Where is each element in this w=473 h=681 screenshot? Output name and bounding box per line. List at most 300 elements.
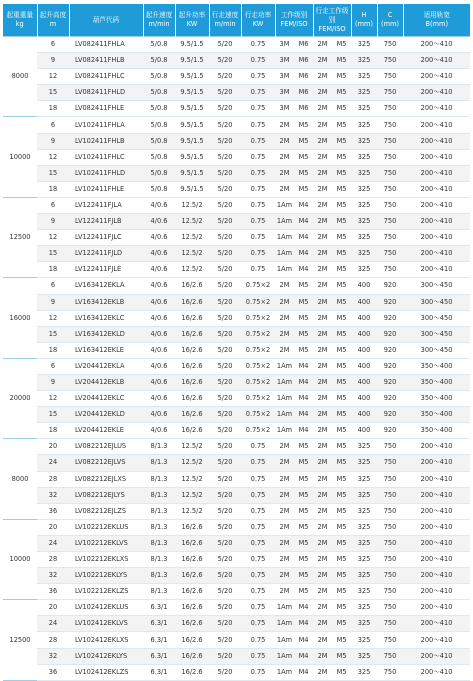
- c-dimension-cell: 920: [377, 294, 403, 310]
- table-row: [3, 519, 470, 535]
- duty-class-cell: 3M: [275, 53, 294, 69]
- travel-duty-class-cell: 2M: [313, 181, 332, 197]
- duty-class-cell: 2M: [275, 133, 294, 149]
- duty-iso-cell: M5: [294, 342, 313, 358]
- travel-duty-iso-cell: M5: [332, 600, 351, 616]
- lift-power-cell: 16/2.6: [175, 584, 209, 600]
- travel-duty-class-cell: 2M: [313, 117, 332, 133]
- table-row: [3, 230, 470, 246]
- duty-iso-cell: M5: [294, 117, 313, 133]
- model-cell: LV082411FHLC: [69, 69, 143, 85]
- duty-iso-cell: M5: [294, 149, 313, 165]
- travel-speed-cell: 5/20: [209, 374, 241, 390]
- lift-power-cell: 16/2.6: [175, 342, 209, 358]
- lift-height-cell: 18: [37, 181, 69, 197]
- c-dimension-cell: 750: [377, 262, 403, 278]
- rail-width-cell: 200～410: [403, 214, 470, 230]
- h-dimension-cell: 400: [351, 358, 377, 374]
- lift-height-cell: 15: [37, 326, 69, 342]
- model-cell: LV122411FJLD: [69, 246, 143, 262]
- travel-duty-iso-cell: M5: [332, 584, 351, 600]
- lift-height-cell: 6: [37, 358, 69, 374]
- lift-height-cell: 20: [37, 519, 69, 535]
- travel-duty-class-cell: 2M: [313, 616, 332, 632]
- h-dimension-cell: 400: [351, 391, 377, 407]
- lift-height-cell: 18: [37, 101, 69, 117]
- c-dimension-cell: 750: [377, 632, 403, 648]
- travel-duty-class-cell: 2M: [313, 535, 332, 551]
- travel-duty-iso-cell: M5: [332, 535, 351, 551]
- h-dimension-cell: 325: [351, 117, 377, 133]
- lift-power-cell: 9.5/1.5: [175, 53, 209, 69]
- lift-power-cell: 9.5/1.5: [175, 165, 209, 181]
- duty-iso-cell: M5: [294, 439, 313, 455]
- duty-iso-cell: M4: [294, 197, 313, 213]
- lift-speed-cell: 4/0.6: [143, 230, 175, 246]
- lift-speed-cell: 4/0.6: [143, 246, 175, 262]
- lift-height-cell: 9: [37, 294, 69, 310]
- travel-speed-cell: 5/20: [209, 568, 241, 584]
- table-row: [3, 197, 470, 213]
- hoist-spec-table: [3, 4, 470, 681]
- duty-class-cell: 1Am: [275, 262, 294, 278]
- header-rail-width: 适用轨宽 B(mm): [403, 4, 470, 37]
- travel-duty-class-cell: 2M: [313, 632, 332, 648]
- model-cell: LV204412EKLD: [69, 407, 143, 423]
- table-row: [3, 117, 470, 133]
- h-dimension-cell: 325: [351, 69, 377, 85]
- table-row: [3, 471, 470, 487]
- h-dimension-cell: 325: [351, 616, 377, 632]
- model-cell: LV102411FHLE: [69, 181, 143, 197]
- model-cell: LV102212EKLXS: [69, 552, 143, 568]
- travel-power-cell: 0.75: [241, 37, 275, 53]
- lift-speed-cell: 8/1.3: [143, 503, 175, 519]
- duty-iso-cell: M4: [294, 391, 313, 407]
- lift-speed-cell: 5/0.8: [143, 181, 175, 197]
- table-row: [3, 487, 470, 503]
- lift-speed-cell: 8/1.3: [143, 471, 175, 487]
- travel-speed-cell: 5/20: [209, 391, 241, 407]
- travel-duty-class-cell: 2M: [313, 310, 332, 326]
- travel-duty-class-cell: 2M: [313, 230, 332, 246]
- travel-speed-cell: 5/20: [209, 214, 241, 230]
- lift-speed-cell: 5/0.8: [143, 37, 175, 53]
- travel-duty-class-cell: 2M: [313, 85, 332, 101]
- lift-height-cell: 9: [37, 214, 69, 230]
- travel-duty-iso-cell: M5: [332, 358, 351, 374]
- lift-height-cell: 6: [37, 117, 69, 133]
- lift-height-cell: 9: [37, 133, 69, 149]
- lift-height-cell: 15: [37, 165, 69, 181]
- table-row: [3, 214, 470, 230]
- duty-class-cell: 2M: [275, 535, 294, 551]
- h-dimension-cell: 400: [351, 310, 377, 326]
- rail-width-cell: 200～410: [403, 101, 470, 117]
- c-dimension-cell: 750: [377, 53, 403, 69]
- lift-speed-cell: 5/0.8: [143, 53, 175, 69]
- h-dimension-cell: 325: [351, 535, 377, 551]
- duty-class-cell: 2M: [275, 487, 294, 503]
- c-dimension-cell: 750: [377, 117, 403, 133]
- table-row: [3, 101, 470, 117]
- c-dimension-cell: 920: [377, 326, 403, 342]
- travel-power-cell: 0.75: [241, 149, 275, 165]
- lift-power-cell: 9.5/1.5: [175, 149, 209, 165]
- model-cell: LV102412EKLZS: [69, 664, 143, 680]
- travel-power-cell: 0.75: [241, 69, 275, 85]
- travel-duty-iso-cell: M5: [332, 230, 351, 246]
- c-dimension-cell: 920: [377, 423, 403, 439]
- travel-duty-iso-cell: M5: [332, 568, 351, 584]
- h-dimension-cell: 325: [351, 165, 377, 181]
- h-dimension-cell: 325: [351, 181, 377, 197]
- duty-iso-cell: M5: [294, 519, 313, 535]
- h-dimension-cell: 325: [351, 246, 377, 262]
- travel-power-cell: 0.75: [241, 664, 275, 680]
- travel-duty-class-cell: 2M: [313, 214, 332, 230]
- travel-speed-cell: 5/20: [209, 133, 241, 149]
- h-dimension-cell: 400: [351, 423, 377, 439]
- lift-power-cell: 9.5/1.5: [175, 117, 209, 133]
- h-dimension-cell: 325: [351, 519, 377, 535]
- table-row: [3, 326, 470, 342]
- table-row: [3, 584, 470, 600]
- lift-speed-cell: 8/1.3: [143, 535, 175, 551]
- rail-width-cell: 200～410: [403, 503, 470, 519]
- travel-speed-cell: 5/20: [209, 262, 241, 278]
- travel-power-cell: 0.75×2: [241, 278, 275, 294]
- travel-power-cell: 0.75: [241, 616, 275, 632]
- lift-height-cell: 20: [37, 600, 69, 616]
- lift-height-cell: 9: [37, 53, 69, 69]
- travel-duty-iso-cell: M5: [332, 165, 351, 181]
- travel-speed-cell: 5/20: [209, 519, 241, 535]
- c-dimension-cell: 750: [377, 133, 403, 149]
- duty-class-cell: 2M: [275, 568, 294, 584]
- travel-duty-class-cell: 2M: [313, 133, 332, 149]
- table-row: [3, 439, 470, 455]
- travel-speed-cell: 5/20: [209, 535, 241, 551]
- c-dimension-cell: 750: [377, 616, 403, 632]
- table-row: [3, 69, 470, 85]
- lift-power-cell: 12.5/2: [175, 471, 209, 487]
- travel-duty-iso-cell: M5: [332, 391, 351, 407]
- travel-duty-iso-cell: M5: [332, 69, 351, 85]
- travel-duty-class-cell: 2M: [313, 342, 332, 358]
- table-row: [3, 503, 470, 519]
- duty-class-cell: 2M: [275, 503, 294, 519]
- model-cell: LV102412EKLXS: [69, 632, 143, 648]
- lift-power-cell: 12.5/2: [175, 487, 209, 503]
- travel-duty-class-cell: 2M: [313, 197, 332, 213]
- duty-iso-cell: M6: [294, 85, 313, 101]
- h-dimension-cell: 400: [351, 342, 377, 358]
- duty-class-cell: 1Am: [275, 230, 294, 246]
- header-lift-height: 起升高度 m: [37, 4, 69, 37]
- travel-duty-iso-cell: M5: [332, 278, 351, 294]
- travel-duty-class-cell: 2M: [313, 439, 332, 455]
- lift-power-cell: 12.5/2: [175, 230, 209, 246]
- model-cell: LV204412EKLC: [69, 391, 143, 407]
- duty-class-cell: 1Am: [275, 648, 294, 664]
- model-cell: LV204412EKLE: [69, 423, 143, 439]
- travel-duty-iso-cell: M5: [332, 471, 351, 487]
- rail-width-cell: 200～410: [403, 53, 470, 69]
- travel-duty-iso-cell: M5: [332, 53, 351, 69]
- travel-duty-class-cell: 2M: [313, 165, 332, 181]
- rail-width-cell: 200～410: [403, 117, 470, 133]
- lift-height-cell: 6: [37, 278, 69, 294]
- duty-class-cell: 2M: [275, 326, 294, 342]
- duty-iso-cell: M5: [294, 326, 313, 342]
- travel-power-cell: 0.75: [241, 568, 275, 584]
- lift-height-cell: 6: [37, 197, 69, 213]
- table-row: [3, 310, 470, 326]
- table-row: [3, 552, 470, 568]
- duty-iso-cell: M4: [294, 407, 313, 423]
- lift-power-cell: 16/2.6: [175, 358, 209, 374]
- travel-speed-cell: 5/20: [209, 439, 241, 455]
- duty-iso-cell: M4: [294, 632, 313, 648]
- model-cell: LV102212EKLYS: [69, 568, 143, 584]
- duty-iso-cell: M5: [294, 310, 313, 326]
- h-dimension-cell: 325: [351, 133, 377, 149]
- lift-speed-cell: 8/1.3: [143, 439, 175, 455]
- rail-width-cell: 200～410: [403, 262, 470, 278]
- lift-power-cell: 9.5/1.5: [175, 133, 209, 149]
- rail-width-cell: 200～410: [403, 600, 470, 616]
- travel-speed-cell: 5/20: [209, 503, 241, 519]
- travel-duty-iso-cell: M5: [332, 632, 351, 648]
- travel-power-cell: 0.75: [241, 648, 275, 664]
- h-dimension-cell: 325: [351, 648, 377, 664]
- header-load: 起重重量 kg: [3, 4, 37, 37]
- lift-speed-cell: 8/1.3: [143, 584, 175, 600]
- load-cell: 8000: [3, 37, 37, 117]
- rail-width-cell: 200～410: [403, 149, 470, 165]
- c-dimension-cell: 920: [377, 374, 403, 390]
- h-dimension-cell: 325: [351, 262, 377, 278]
- c-dimension-cell: 920: [377, 358, 403, 374]
- travel-duty-class-cell: 2M: [313, 407, 332, 423]
- rail-width-cell: 200～410: [403, 519, 470, 535]
- travel-duty-iso-cell: M5: [332, 439, 351, 455]
- c-dimension-cell: 750: [377, 455, 403, 471]
- travel-duty-class-cell: 2M: [313, 37, 332, 53]
- model-cell: LV082212EJLXS: [69, 471, 143, 487]
- h-dimension-cell: 400: [351, 326, 377, 342]
- c-dimension-cell: 750: [377, 648, 403, 664]
- model-cell: LV122411FJLA: [69, 197, 143, 213]
- travel-duty-iso-cell: M5: [332, 407, 351, 423]
- duty-iso-cell: M5: [294, 552, 313, 568]
- header-model: 葫芦代码: [69, 4, 143, 37]
- lift-speed-cell: 6.3/1: [143, 648, 175, 664]
- table-row: [3, 246, 470, 262]
- lift-height-cell: 32: [37, 568, 69, 584]
- lift-power-cell: 16/2.6: [175, 535, 209, 551]
- h-dimension-cell: 325: [351, 37, 377, 53]
- travel-duty-iso-cell: M5: [332, 101, 351, 117]
- duty-class-cell: 2M: [275, 519, 294, 535]
- duty-iso-cell: M5: [294, 455, 313, 471]
- duty-class-cell: 1Am: [275, 214, 294, 230]
- travel-duty-class-cell: 2M: [313, 149, 332, 165]
- load-cell: 12500: [3, 197, 37, 277]
- lift-power-cell: 16/2.6: [175, 407, 209, 423]
- table-row: [3, 374, 470, 390]
- rail-width-cell: 200～410: [403, 584, 470, 600]
- model-cell: LV122411FJLB: [69, 214, 143, 230]
- c-dimension-cell: 750: [377, 439, 403, 455]
- duty-iso-cell: M4: [294, 600, 313, 616]
- table-row: [3, 600, 470, 616]
- rail-width-cell: 350～400: [403, 391, 470, 407]
- h-dimension-cell: 325: [351, 101, 377, 117]
- travel-speed-cell: 5/20: [209, 246, 241, 262]
- travel-power-cell: 0.75×2: [241, 407, 275, 423]
- model-cell: LV102212EKLVS: [69, 535, 143, 551]
- duty-class-cell: 2M: [275, 584, 294, 600]
- travel-duty-iso-cell: M5: [332, 262, 351, 278]
- h-dimension-cell: 325: [351, 53, 377, 69]
- table-row: [3, 278, 470, 294]
- lift-power-cell: 16/2.6: [175, 616, 209, 632]
- duty-iso-cell: M4: [294, 374, 313, 390]
- h-dimension-cell: 325: [351, 85, 377, 101]
- duty-class-cell: 3M: [275, 85, 294, 101]
- duty-class-cell: 1Am: [275, 197, 294, 213]
- travel-duty-iso-cell: M5: [332, 117, 351, 133]
- travel-speed-cell: 5/20: [209, 664, 241, 680]
- duty-class-cell: 2M: [275, 552, 294, 568]
- c-dimension-cell: 920: [377, 407, 403, 423]
- travel-power-cell: 0.75: [241, 471, 275, 487]
- rail-width-cell: 200～410: [403, 439, 470, 455]
- table-row: [3, 535, 470, 551]
- model-cell: LV082411FHLD: [69, 85, 143, 101]
- lift-speed-cell: 4/0.6: [143, 374, 175, 390]
- c-dimension-cell: 750: [377, 568, 403, 584]
- travel-duty-class-cell: 2M: [313, 53, 332, 69]
- lift-power-cell: 16/2.6: [175, 374, 209, 390]
- travel-speed-cell: 5/20: [209, 310, 241, 326]
- rail-width-cell: 200～410: [403, 648, 470, 664]
- travel-power-cell: 0.75: [241, 552, 275, 568]
- travel-duty-iso-cell: M5: [332, 552, 351, 568]
- rail-width-cell: 350～400: [403, 358, 470, 374]
- travel-power-cell: 0.75: [241, 600, 275, 616]
- travel-speed-cell: 5/20: [209, 342, 241, 358]
- lift-height-cell: 9: [37, 374, 69, 390]
- travel-duty-class-cell: 2M: [313, 568, 332, 584]
- c-dimension-cell: 750: [377, 37, 403, 53]
- table-row: [3, 358, 470, 374]
- h-dimension-cell: 325: [351, 230, 377, 246]
- c-dimension-cell: 750: [377, 149, 403, 165]
- travel-power-cell: 0.75: [241, 519, 275, 535]
- travel-speed-cell: 5/20: [209, 632, 241, 648]
- model-cell: LV102412EKLVS: [69, 616, 143, 632]
- travel-duty-iso-cell: M5: [332, 149, 351, 165]
- rail-width-cell: 350～400: [403, 423, 470, 439]
- travel-power-cell: 0.75: [241, 487, 275, 503]
- duty-class-cell: 2M: [275, 342, 294, 358]
- lift-power-cell: 9.5/1.5: [175, 101, 209, 117]
- table-row: [3, 455, 470, 471]
- model-cell: LV204412EKLB: [69, 374, 143, 390]
- travel-power-cell: 0.75: [241, 584, 275, 600]
- lift-speed-cell: 8/1.3: [143, 487, 175, 503]
- lift-speed-cell: 5/0.8: [143, 133, 175, 149]
- header-c-dimension: C (mm): [377, 4, 403, 37]
- duty-class-cell: 2M: [275, 278, 294, 294]
- travel-duty-class-cell: 2M: [313, 358, 332, 374]
- travel-power-cell: 0.75: [241, 262, 275, 278]
- c-dimension-cell: 750: [377, 181, 403, 197]
- lift-speed-cell: 5/0.8: [143, 165, 175, 181]
- model-cell: LV102411FHLB: [69, 133, 143, 149]
- lift-height-cell: 36: [37, 664, 69, 680]
- travel-duty-iso-cell: M5: [332, 326, 351, 342]
- table-row: [3, 423, 470, 439]
- rail-width-cell: 300～450: [403, 342, 470, 358]
- travel-speed-cell: 5/20: [209, 487, 241, 503]
- table-row: [3, 664, 470, 680]
- lift-speed-cell: 4/0.6: [143, 278, 175, 294]
- h-dimension-cell: 325: [351, 503, 377, 519]
- travel-speed-cell: 5/20: [209, 101, 241, 117]
- lift-speed-cell: 8/1.3: [143, 552, 175, 568]
- model-cell: LV204412EKLA: [69, 358, 143, 374]
- rail-width-cell: 200～410: [403, 568, 470, 584]
- header-travel-duty-class: 行走工作级别 FEM/ISO: [313, 4, 351, 37]
- travel-power-cell: 0.75: [241, 181, 275, 197]
- lift-height-cell: 24: [37, 616, 69, 632]
- rail-width-cell: 200～410: [403, 37, 470, 53]
- lift-speed-cell: 6.3/1: [143, 664, 175, 680]
- travel-duty-iso-cell: M5: [332, 455, 351, 471]
- duty-iso-cell: M4: [294, 230, 313, 246]
- travel-power-cell: 0.75×2: [241, 310, 275, 326]
- table-row: [3, 294, 470, 310]
- lift-power-cell: 12.5/2: [175, 246, 209, 262]
- c-dimension-cell: 750: [377, 664, 403, 680]
- header-travel-speed: 行走速度 m/min: [209, 4, 241, 37]
- travel-duty-class-cell: 2M: [313, 519, 332, 535]
- travel-speed-cell: 5/20: [209, 230, 241, 246]
- lift-height-cell: 15: [37, 246, 69, 262]
- h-dimension-cell: 400: [351, 278, 377, 294]
- model-cell: LV082411FHLE: [69, 101, 143, 117]
- lift-speed-cell: 4/0.6: [143, 326, 175, 342]
- lift-height-cell: 32: [37, 648, 69, 664]
- lift-height-cell: 20: [37, 439, 69, 455]
- travel-duty-class-cell: 2M: [313, 503, 332, 519]
- duty-iso-cell: M5: [294, 568, 313, 584]
- rail-width-cell: 200～410: [403, 246, 470, 262]
- travel-speed-cell: 5/20: [209, 278, 241, 294]
- rail-width-cell: 200～410: [403, 632, 470, 648]
- duty-iso-cell: M6: [294, 53, 313, 69]
- lift-speed-cell: 5/0.8: [143, 149, 175, 165]
- lift-power-cell: 16/2.6: [175, 632, 209, 648]
- h-dimension-cell: 325: [351, 471, 377, 487]
- c-dimension-cell: 750: [377, 69, 403, 85]
- travel-duty-class-cell: 2M: [313, 648, 332, 664]
- table-row: [3, 53, 470, 69]
